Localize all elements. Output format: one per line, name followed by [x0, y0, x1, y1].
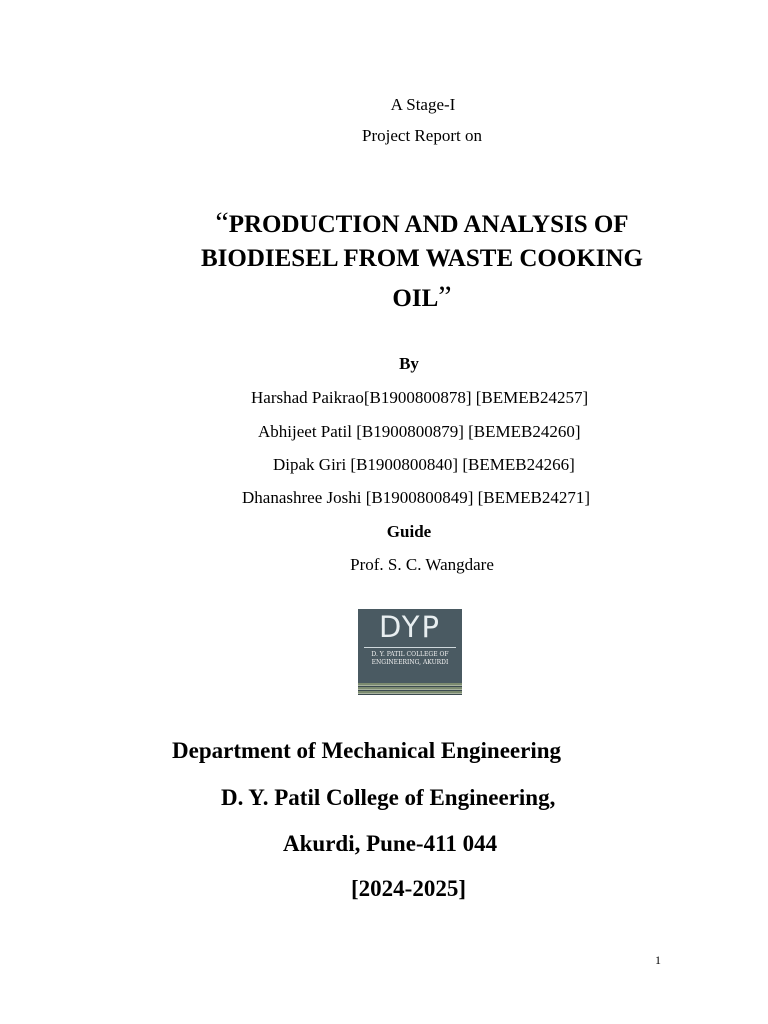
guide-name: Prof. S. C. Wangdare [350, 555, 494, 574]
title-line-3 [0, 282, 768, 312]
by-label: By [399, 354, 419, 373]
title-line-1-text: PRODUCTION AND ANALYSIS OF [228, 211, 629, 238]
college-address: Akurdi, Pune-411 044 [283, 831, 498, 856]
guide-label: Guide [386, 522, 432, 541]
title-open-quote: “ [215, 206, 229, 239]
logo-stripes [358, 683, 462, 695]
author-entry: Dipak Giri [B1900800840] [BEMEB24266] [273, 455, 575, 474]
college-name: D. Y. Patil College of Engineering, [221, 785, 556, 810]
stage-label: A Stage-I [390, 95, 456, 114]
page-number: 1 [655, 953, 661, 967]
academic-year: [2024-2025] [351, 876, 466, 901]
title-line-1 [0, 208, 768, 238]
author-entry: Harshad Paikrao[B1900800878] [BEMEB24257] [251, 388, 589, 407]
logo-letters: DYP [379, 610, 441, 644]
author-entry: Dhanashree Joshi [B1900800849] [BEMEB24271] [242, 488, 590, 507]
title-close-quote: ” [438, 280, 452, 313]
title-line-3-text: OIL [392, 285, 439, 312]
logo-text: D. Y. PATIL COLLEGE OF ENGINEERING, AKURDI [371, 651, 449, 666]
report-on-label: Project Report on [362, 126, 482, 145]
title-line-2: BIODIESEL FROM WASTE COOKING [200, 245, 643, 272]
logo-divider [364, 647, 456, 648]
department-name: Department of Mechanical Engineering [172, 738, 562, 763]
author-entry: Abhijeet Patil [B1900800879] [BEMEB24260] [258, 422, 581, 441]
college-logo [358, 609, 462, 695]
